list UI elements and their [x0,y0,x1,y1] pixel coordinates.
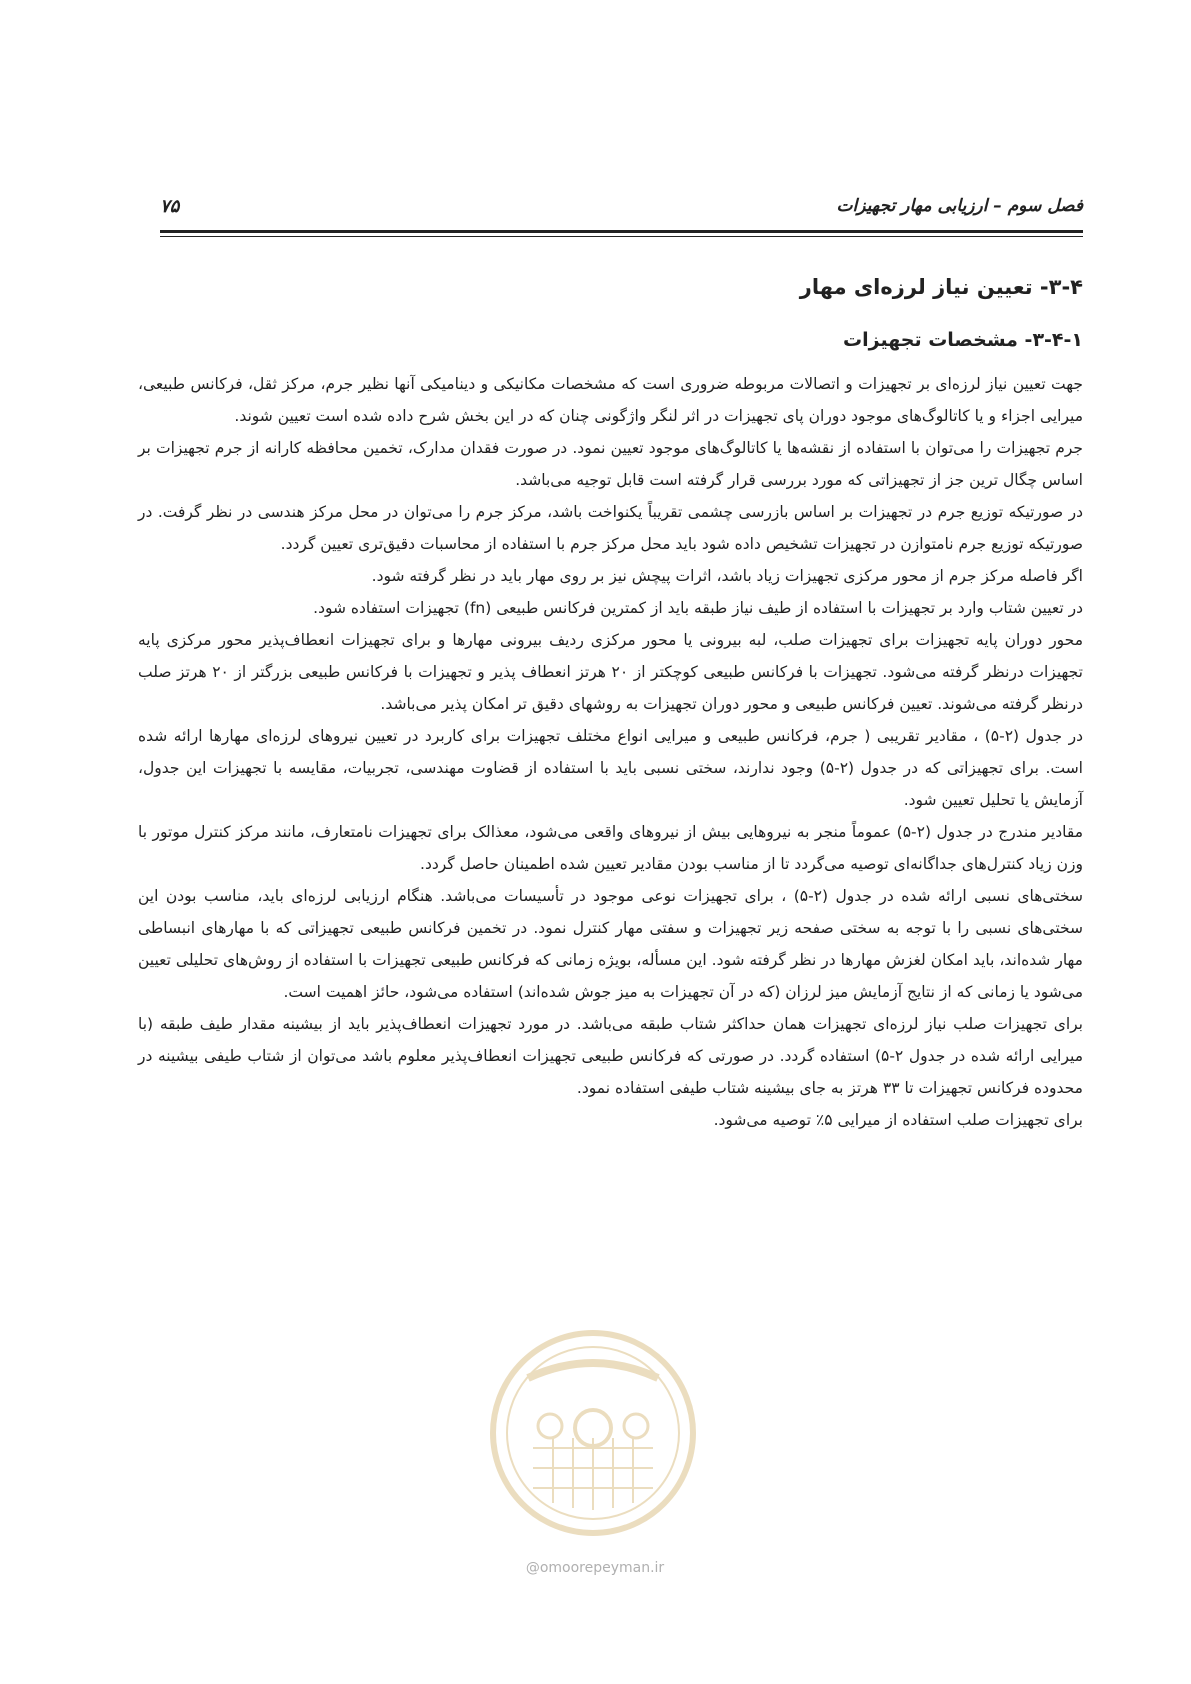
paragraph-10: برای تجهیزات صلب نیاز لرزه‌ای تجهیزات همان حداکثر شتاب طبقه می‌باشد. در مورد تجهیزات انعطاف‌پذیر باید از بیشینه مقدار طیف طبقه (با میرایی ارائه شده در جدول ۲-۵) استفاده گردد. در صورتی که فرکانس طبیعی تجهیزات انعطاف‌پذیر معلوم باشد می‌توان از شتاب طیفی بیشینه در محدوده فرکانس تجهیزات تا ۳۳ هرتز به جای بیشینه شتاب طیفی استفاده نمود. [138,1015,1083,1097]
watermark-logo-icon [488,1328,698,1538]
page-header [160,196,1083,224]
paragraph-2: جرم تجهیزات را می‌توان با استفاده از نقشه‌ها یا کاتالوگ‌های موجود تعیین نمود. در صورت فقدان مدارک، تخمین محافظه کارانه از جرم تجهیزات بر اساس چگال ترین جز از تجهیزاتی که مورد بررسی قرار گرفته است قابل توجیه می‌باشد. [138,439,1083,489]
chapter-title: فصل سوم – ارزیابی مهار تجهیزات [836,196,1083,216]
page-number: ۷۵ [160,196,180,217]
paragraph-11: برای تجهیزات صلب استفاده از میرایی ۵٪ توصیه می‌شود. [713,1111,1083,1129]
paragraph-9: سختی‌های نسبی ارائه شده در جدول (۲-۵) ، برای تجهیزات نوعی موجود در تأسیسات می‌باشد. هنگام ارزیابی لرزه‌ای باید، مناسب بودن این سختی‌های نسبی را با توجه به سختی صفحه زیر تجهیزات و سفتی مهار کنترل نمود. در تخمین فرکانس طبیعی تجهیزاتی که با مهارهای انبساطی مهار شده‌اند، باید امکان لغزش مهارها در نظر گرفته شود. این مسأله، بویژه زمانی که فرکانس طبیعی تجهیزات با استفاده از روش‌های تحلیلی تعیین می‌شود یا زمانی که از نتایج آزمایش میز لرزان (که در آن تجهیزات به میز جوش شده‌اند) استفاده می‌شود، حائز اهمیت است. [138,887,1083,1001]
paragraph-6: محور دوران پایه تجهیزات برای تجهیزات صلب، لبه بیرونی یا محور مرکزی ردیف بیرونی مهارها و برای تجهیزات انعطاف‌پذیر محور مرکزی پایه تجهیزات درنظر گرفته می‌شود. تجهیزات با فرکانس طبیعی کوچکتر از ۲۰ هرتز انعطاف پذیر و تجهیزات با فرکانس طبیعی بزرگتر از ۲۰ هرتز صلب درنظر گرفته می‌شوند. تعیین فرکانس طبیعی و محور دوران تجهیزات به روشهای دقیق تر امکان پذیر می‌باشد. [138,631,1083,713]
paragraph-3: در صورتیکه توزیع جرم در تجهیزات بر اساس بازرسی چشمی تقریباً یکنواخت باشد، مرکز جرم را می‌توان در محل مرکز هندسی در نظر گرفت. در صورتیکه توزیع جرم نامتوازن در تجهیزات تشخیص داده شود باید محل مرکز جرم با استفاده از محاسبات دقیق‌تری تعیین گردد. [138,503,1083,553]
paragraph-1: جهت تعیین نیاز لرزه‌ای بر تجهیزات و اتصالات مربوطه ضروری است که مشخصات مکانیکی و دینامیکی آنها نظیر جرم، مرکز ثقل، فرکانس طبیعی، میرایی اجزاء و یا کاتالوگ‌های موجود دوران پای تجهیزات در اثر لنگر واژگونی چنان که در این بخش شرح داده شده است تعیین شوند. [138,375,1083,425]
header-rule-thin [160,236,1083,237]
paragraph-7: در جدول (۲-۵) ، مقادیر تقریبی ( جرم، فرکانس طبیعی و میرایی انواع مختلف تجهیزات برای کاربرد در تعیین نیروهای لرزه‌ای مهارها ارائه شده است. برای تجهیزاتی که در جدول (۲-۵) وجود ندارند، سختی نسبی باید با استفاده از قضاوت مهندسی، تجربیات، مقایسه با تجهیزات این جدول، آزمایش یا تحلیل تعیین شود. [138,727,1083,809]
paragraph-5: در تعیین شتاب وارد بر تجهیزات با استفاده از طیف نیاز طبقه باید از کمترین فرکانس طبیعی (fn) تجهیزات استفاده شود. [313,599,1083,617]
subsection-title: ۳-۴-۱- مشخصات تجهیزات [843,329,1083,351]
header-rule-thick [160,230,1083,233]
paragraph-8: مقادیر مندرج در جدول (۲-۵) عموماً منجر به نیروهایی بیش از نیروهای واقعی می‌شود، معذالک برای تجهیزات نامتعارف، مانند مرکز کنترل موتور با وزن زیاد کنترل‌های جداگانه‌ای توصیه می‌گردد تا از مناسب بودن مقادیر تعیین شده اطمینان حاصل گردد. [138,823,1083,873]
paragraph-4: اگر فاصله مرکز جرم از محور مرکزی تجهیزات زیاد باشد، اثرات پیچش نیز بر روی مهار باید در نظر گرفته شود. [371,567,1083,585]
main-content [138,270,1083,1136]
section-title: ۳-۴- تعیین نیاز لرزه‌ای مهار [799,275,1083,299]
watermark-url: @omoorepeyman.ir [525,1560,665,1576]
